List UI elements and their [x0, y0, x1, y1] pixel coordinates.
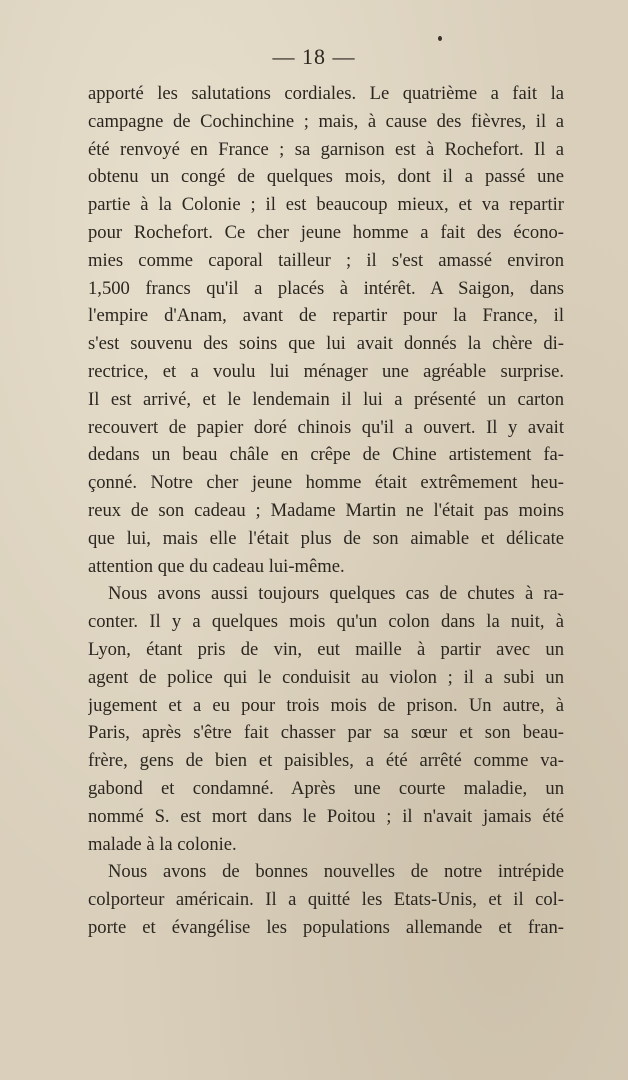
- text-line: malade à la colonie.: [88, 833, 237, 855]
- text-line: recouvert de papier doré chinois qu'il a ouvert. Il y avait: [88, 416, 564, 438]
- text-line: mies comme caporal tailleur ; il s'est amassé environ: [88, 249, 564, 271]
- text-line: agent de police qui le conduisit au violon ; il a subi un: [88, 666, 564, 688]
- text-line: porte et évangélise les populations allemande et fran-: [88, 916, 564, 938]
- text-line: apporté les salutations cordiales. Le quatrième a fait la: [88, 83, 564, 104]
- page-number: — 18 —: [272, 44, 356, 69]
- text-line: reux de son cadeau ; Madame Martin ne l'était pas moins: [88, 499, 564, 521]
- text-line: attention que du cadeau lui-même.: [88, 555, 345, 577]
- text-line: obtenu un congé de quelques mois, dont il a passé une: [88, 166, 564, 188]
- text-line: Paris, après s'être fait chasser par sa sœur et son beau-: [88, 722, 564, 744]
- text-line: Il est arrivé, et le lendemain il lui a présenté un carton: [88, 388, 564, 410]
- text-line: çonné. Notre cher jeune homme était extrêmement heu-: [88, 472, 564, 494]
- ink-speck: [438, 36, 442, 41]
- text-line: colporteur américain. Il a quitté les Etats-Unis, et il col-: [88, 889, 564, 911]
- body-text: [88, 80, 564, 942]
- text-line: pour Rochefort. Ce cher jeune homme a fait des écono-: [88, 221, 564, 243]
- text-line: frère, gens de bien et paisibles, a été arrêté comme va-: [88, 750, 564, 772]
- text-line: rectrice, et a voulu lui ménager une agréable surprise.: [88, 360, 564, 382]
- text-line: Nous avons aussi toujours quelques cas de chutes à ra-: [108, 583, 564, 605]
- text-line: Nous avons de bonnes nouvelles de notre intrépide: [108, 861, 564, 883]
- text-line: campagne de Cochinchine ; mais, à cause des fièvres, il a: [88, 110, 564, 132]
- text-line: été renvoyé en France ; sa garnison est à Rochefort. Il a: [88, 138, 564, 160]
- text-line: que lui, mais elle l'était plus de son aimable et délicate: [88, 527, 564, 549]
- text-line: l'empire d'Anam, avant de repartir pour la France, il: [88, 305, 564, 327]
- text-line: Lyon, étant pris de vin, eut maille à partir avec un: [88, 638, 564, 660]
- text-line: jugement et a eu pour trois mois de prison. Un autre, à: [88, 694, 564, 716]
- text-line: dedans un beau châle en crêpe de Chine artistement fa-: [88, 444, 564, 466]
- text-line: 1,500 francs qu'il a placés à intérêt. A Saigon, dans: [88, 277, 564, 299]
- text-line: partie à la Colonie ; il est beaucoup mieux, et va repartir: [88, 194, 564, 216]
- text-line: gabond et condamné. Après une courte maladie, un: [88, 777, 564, 799]
- text-line: s'est souvenu des soins que lui avait donnés la chère di-: [88, 333, 564, 355]
- text-line: nommé S. est mort dans le Poitou ; il n'avait jamais été: [88, 805, 564, 827]
- text-line: conter. Il y a quelques mois qu'un colon dans la nuit, à: [88, 611, 564, 633]
